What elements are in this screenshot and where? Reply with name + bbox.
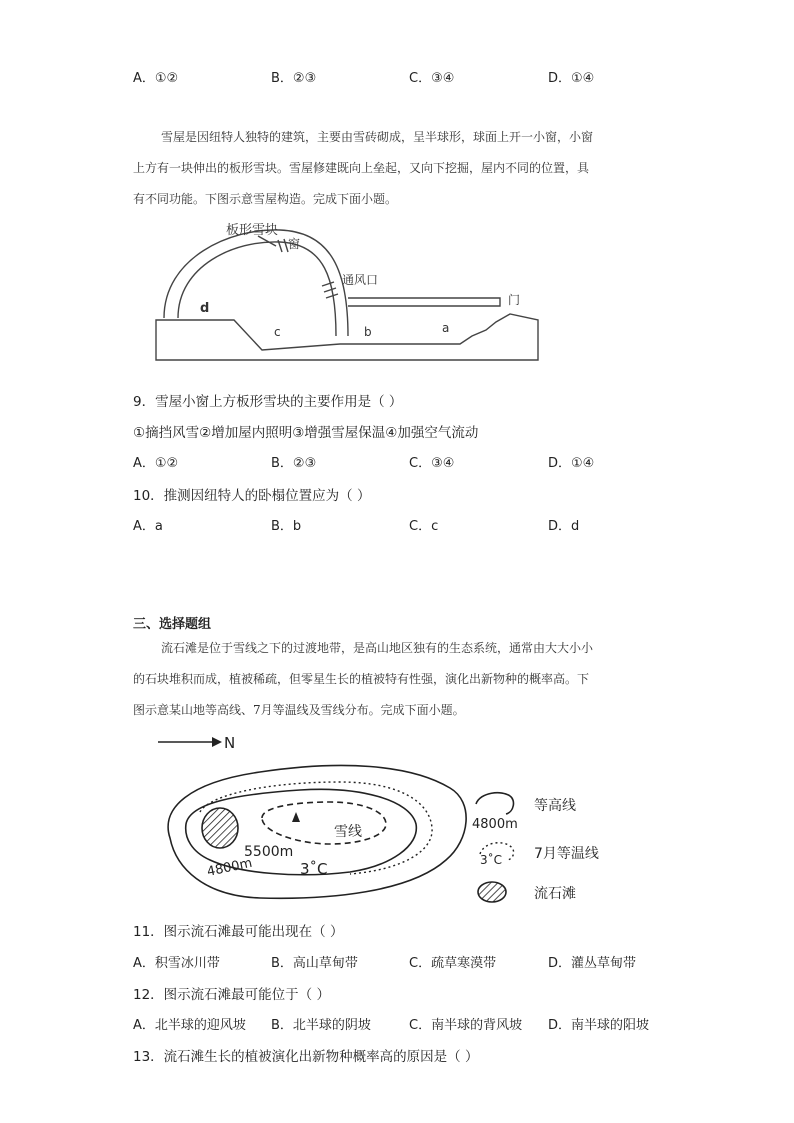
legend-contour-label: 等高线 bbox=[534, 798, 576, 814]
passage-line: 雪屋是因纽特人独特的建筑，主要由雪砖砌成，呈半球形，球面上开一小窗，小窗 bbox=[161, 130, 594, 144]
passage-line: 的石块堆积而成，植被稀疏，但零星生长的植被特有性强，演化出新物种的概率高。下 bbox=[133, 672, 590, 686]
passage-line: 图示意某山地等高线、7月等温线及雪线分布。完成下面小题。 bbox=[133, 703, 465, 717]
legend-scree-label: 流石滩 bbox=[534, 886, 576, 902]
label-3c: 3˚C bbox=[300, 860, 328, 878]
igloo-diagram bbox=[150, 218, 545, 370]
label-b: b bbox=[364, 325, 372, 339]
peak-icon bbox=[292, 812, 300, 822]
q9-option-c[interactable]: C．③④ bbox=[409, 456, 455, 471]
label-5500: 5500m bbox=[244, 844, 294, 860]
q9-choices: ①摘挡风雪②增加屋内照明③增强雪屋保温④加强空气流动 bbox=[133, 425, 479, 441]
q9-option-b[interactable]: B．②③ bbox=[271, 456, 317, 471]
label-window: 窗 bbox=[288, 237, 301, 251]
section-heading: 三、选择题组 bbox=[133, 617, 212, 632]
passage-line: 有不同功能。下图示意雪屋构造。完成下面小题。 bbox=[133, 192, 398, 206]
legend-isotherm-label: 7月等温线 bbox=[534, 846, 599, 862]
q11-option-d[interactable]: D．灌丛草甸带 bbox=[548, 956, 637, 971]
q11-option-c[interactable]: C．疏草寒漠带 bbox=[409, 956, 497, 971]
q12-option-a[interactable]: A．北半球的迎风坡 bbox=[133, 1018, 246, 1033]
q10-stem: 10．推测因纽特人的卧榻位置应为（ ） bbox=[133, 488, 371, 504]
q10-option-d[interactable]: D．d bbox=[548, 519, 580, 534]
q10-option-c[interactable]: C．c bbox=[409, 519, 439, 534]
top-option-c: C．③④ bbox=[409, 71, 455, 86]
passage-line: 上方有一块伸出的板形雪块。雪屋修建既向上垒起，又向下挖掘，屋内不同的位置，具 bbox=[133, 161, 590, 175]
label-snowline: 雪线 bbox=[334, 824, 362, 840]
label-c: c bbox=[274, 325, 281, 339]
q10-option-b[interactable]: B．b bbox=[271, 519, 302, 534]
q13-stem: 13．流石滩生长的植被演化出新物种概率高的原因是（ ） bbox=[133, 1049, 479, 1065]
legend-scree-icon bbox=[478, 882, 506, 902]
q10-option-a[interactable]: A．a bbox=[133, 519, 163, 534]
top-option-d: D．①④ bbox=[548, 71, 595, 86]
north-arrow-icon bbox=[212, 737, 222, 747]
q11-option-b[interactable]: B．高山草甸带 bbox=[271, 956, 358, 971]
label-door: 门 bbox=[508, 293, 521, 307]
contour-map bbox=[150, 728, 620, 920]
legend-isotherm-sample: 3˚C bbox=[480, 853, 503, 867]
label-4800: 4800m bbox=[205, 855, 254, 880]
label-board-snow-block: 板形雪块 bbox=[226, 223, 279, 238]
q12-stem: 12．图示流石滩最可能位于（ ） bbox=[133, 987, 330, 1003]
passage-line: 流石滩是位于雪线之下的过渡地带，是高山地区独有的生态系统，通常由大大小小 bbox=[161, 641, 594, 655]
igloo-passage bbox=[133, 122, 663, 215]
q12-option-c[interactable]: C．南半球的背风坡 bbox=[409, 1018, 523, 1033]
scree-passage bbox=[133, 633, 663, 726]
q9-option-d[interactable]: D．①④ bbox=[548, 456, 595, 471]
q12-option-d[interactable]: D．南半球的阳坡 bbox=[548, 1018, 650, 1033]
q11-stem: 11．图示流石滩最可能出现在（ ） bbox=[133, 924, 344, 940]
q9-option-a[interactable]: A．①② bbox=[133, 456, 179, 471]
top-option-a: A．①② bbox=[133, 71, 179, 86]
label-a: a bbox=[442, 321, 450, 335]
north-label: N bbox=[224, 734, 236, 752]
legend-contour-sample: 4800m bbox=[472, 817, 518, 832]
q11-option-a[interactable]: A．积雪冰川带 bbox=[133, 956, 220, 971]
label-d: d bbox=[200, 301, 210, 316]
scree-area bbox=[202, 808, 238, 848]
q12-option-b[interactable]: B．北半球的阴坡 bbox=[271, 1018, 371, 1033]
label-vent: 通风口 bbox=[342, 273, 379, 287]
legend-contour-icon bbox=[476, 793, 513, 814]
q9-stem: 9．雪屋小窗上方板形雪块的主要作用是（ ） bbox=[133, 394, 403, 410]
top-option-b: B．②③ bbox=[271, 71, 317, 86]
